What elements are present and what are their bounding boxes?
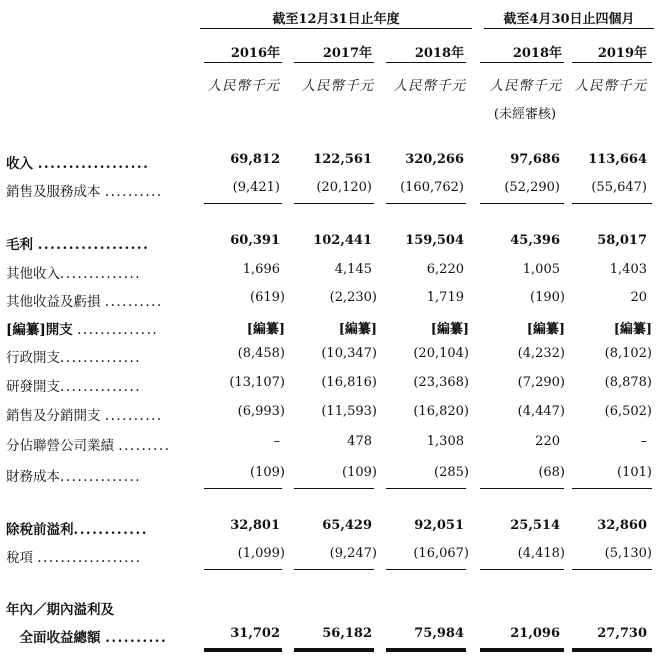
cell-2018: 92,051: [414, 518, 464, 533]
group-underline-year-end: [200, 28, 472, 29]
cell-2017: 478: [347, 434, 372, 449]
cell-2018: 159,504: [405, 233, 464, 248]
subtotal-line-5: [572, 203, 652, 204]
cell-2016: (619): [250, 290, 285, 305]
row-profit-for-period-heading: [0, 598, 659, 620]
subtotal-line-2: [294, 488, 374, 489]
cell-2017: (20,120): [316, 180, 372, 195]
cell-2019-4m: 20: [630, 290, 647, 305]
row-label: 其他收益及虧損 ..........: [6, 294, 163, 310]
cell-2016: (6,993): [237, 404, 285, 419]
row-gross-profit: [0, 233, 659, 255]
cell-2018: (16,820): [413, 404, 469, 419]
row-label: 年內／期內溢利及: [6, 602, 114, 618]
row-label: 稅項 ..................: [6, 550, 142, 566]
cell-2016: –: [273, 434, 280, 449]
subtotal-line-3: [386, 488, 466, 489]
cell-2016: 31,702: [230, 626, 280, 641]
row-label: 收入 ..................: [6, 156, 150, 172]
cell-2016: 1,696: [242, 262, 280, 277]
cell-2018-4m: (4,418): [517, 546, 565, 561]
cell-2016: 69,812: [230, 152, 280, 167]
unaudited-note: (未經審核): [493, 107, 557, 122]
cell-2019-4m: 58,017: [597, 233, 647, 248]
cell-2018: 6,220: [426, 262, 464, 277]
cell-2018: (285): [434, 465, 469, 480]
year-underline-2: [294, 62, 374, 63]
subtotal-line-1: [204, 569, 282, 570]
row-redacted-expenses: [0, 318, 659, 340]
cell-2017: [編纂]: [338, 322, 377, 337]
row-label: 行政開支..............: [6, 350, 142, 366]
cell-2016: (13,107): [229, 375, 285, 390]
cell-2018: (16,067): [413, 546, 469, 561]
cell-2019-4m: (8,102): [604, 346, 652, 361]
cell-2016: (8,458): [237, 346, 285, 361]
row-label: 銷售及服務成本 ..........: [6, 184, 163, 200]
year-header-2016: 2016年: [230, 46, 280, 61]
cell-2018-4m: (7,290): [517, 375, 565, 390]
cell-2019-4m: 27,730: [597, 626, 647, 641]
cell-2016: (109): [250, 465, 285, 480]
cell-2018: 75,984: [414, 626, 464, 641]
cell-2018-4m: 97,686: [510, 152, 560, 167]
cell-2019-4m: (8,878): [604, 375, 652, 390]
cell-2018-4m: (52,290): [504, 180, 560, 195]
unit-label-2018-four-months: 人民幣千元: [489, 78, 562, 94]
cell-2016: 60,391: [230, 233, 280, 248]
row-taxation: [0, 546, 659, 568]
subtotal-line-4: [480, 569, 564, 570]
total-double-line-1: [204, 648, 282, 652]
row-label: 全面收益總額 ..........: [6, 630, 168, 646]
subtotal-line-1: [204, 203, 282, 204]
subtotal-line-2: [294, 569, 374, 570]
subtotal-line-4: [480, 203, 564, 204]
cell-2019-4m: (5,130): [604, 546, 652, 561]
cell-2017: 122,561: [313, 152, 372, 167]
cell-2016: [編纂]: [246, 322, 285, 337]
cell-2018: [編纂]: [430, 322, 469, 337]
unit-label-2017: 人民幣千元: [301, 78, 374, 94]
row-revenue: [0, 152, 659, 174]
subtotal-line-2: [294, 203, 374, 204]
unit-label-2016: 人民幣千元: [207, 78, 280, 94]
row-other-gains-losses: [0, 290, 659, 312]
cell-2019-4m: –: [640, 434, 647, 449]
unit-label-2018: 人民幣千元: [393, 78, 466, 94]
cell-2019-4m: 32,860: [597, 518, 647, 533]
cell-2018-4m: 1,005: [522, 262, 560, 277]
subtotal-line-3: [386, 203, 466, 204]
year-underline-4: [480, 62, 564, 63]
unit-label-2019-four-months: 人民幣千元: [574, 78, 647, 94]
cell-2019-4m: [編纂]: [613, 322, 652, 337]
total-double-line-3: [386, 648, 466, 652]
total-double-line-4: [480, 648, 564, 652]
year-underline-5: [572, 62, 652, 63]
row-label: 其他收入..............: [6, 266, 142, 282]
year-header-2018: 2018年: [414, 46, 464, 61]
subtotal-line-3: [386, 569, 466, 570]
row-label: 毛利 ..................: [6, 237, 150, 253]
cell-2019-4m: (101): [617, 465, 652, 480]
row-finance-costs: [0, 465, 659, 487]
group-title-four-months: 截至4月30日止四個月: [503, 12, 635, 27]
cell-2016: 32,801: [230, 518, 280, 533]
cell-2017: 56,182: [322, 626, 372, 641]
year-header-2018-four-months: 2018年: [512, 46, 562, 61]
cell-2018-4m: (68): [538, 465, 565, 480]
total-double-line-5: [572, 648, 652, 652]
row-label: [編纂]開支 ..............: [6, 322, 159, 338]
row-label: 銷售及分銷開支 ..........: [6, 408, 163, 424]
year-header-2017: 2017年: [322, 46, 372, 61]
cell-2017: 65,429: [322, 518, 372, 533]
cell-2017: (16,816): [321, 375, 377, 390]
cell-2018: (23,368): [413, 375, 469, 390]
group-title-year-end: 截至12月31日止年度: [272, 12, 400, 27]
cell-2018: (20,104): [413, 346, 469, 361]
subtotal-line-1: [204, 488, 282, 489]
cell-2018-4m: 45,396: [510, 233, 560, 248]
cell-2017: (10,347): [321, 346, 377, 361]
row-label: 分佔聯營公司業績 .........: [6, 438, 171, 454]
cell-2017: (109): [342, 465, 377, 480]
cell-2018: 320,266: [405, 152, 464, 167]
group-underline-four-months: [484, 28, 654, 29]
subtotal-line-5: [572, 569, 652, 570]
subtotal-line-5: [572, 488, 652, 489]
cell-2018-4m: [編纂]: [526, 322, 565, 337]
cell-2018-4m: 25,514: [510, 518, 560, 533]
cell-2019-4m: (6,502): [604, 404, 652, 419]
year-underline-1: [204, 62, 282, 63]
row-label: 除稅前溢利............: [6, 522, 148, 538]
cell-2019-4m: 113,664: [588, 152, 647, 167]
row-share-of-associates: [0, 434, 659, 456]
row-other-income: [0, 262, 659, 284]
cell-2017: (9,247): [329, 546, 377, 561]
cell-2018-4m: (4,447): [517, 404, 565, 419]
row-label: 研發開支..............: [6, 379, 142, 395]
cell-2018-4m: 220: [535, 434, 560, 449]
row-cost-of-sales: [0, 180, 659, 202]
row-total-comprehensive-income: [0, 626, 659, 648]
cell-2019-4m: (55,647): [591, 180, 647, 195]
cell-2017: 4,145: [334, 262, 372, 277]
row-profit-before-tax: [0, 518, 659, 540]
cell-2016: (1,099): [237, 546, 285, 561]
year-header-2019-four-months: 2019年: [597, 46, 647, 61]
cell-2018-4m: 21,096: [510, 626, 560, 641]
cell-2017: (2,230): [329, 290, 377, 305]
cell-2017: (11,593): [321, 404, 377, 419]
cell-2018-4m: (4,232): [517, 346, 565, 361]
cell-2018: 1,308: [426, 434, 464, 449]
year-underline-3: [386, 62, 466, 63]
row-rnd-expenses: [0, 375, 659, 397]
cell-2018: 1,719: [426, 290, 464, 305]
cell-2016: (9,421): [232, 180, 280, 195]
row-label: 財務成本..............: [6, 469, 142, 485]
cell-2019-4m: 1,403: [609, 262, 647, 277]
row-admin-expenses: [0, 346, 659, 368]
subtotal-line-4: [480, 488, 564, 489]
cell-2018-4m: (190): [530, 290, 565, 305]
row-selling-expenses: [0, 404, 659, 426]
cell-2018: (160,762): [400, 180, 464, 195]
total-double-line-2: [294, 648, 374, 652]
cell-2017: 102,441: [313, 233, 372, 248]
